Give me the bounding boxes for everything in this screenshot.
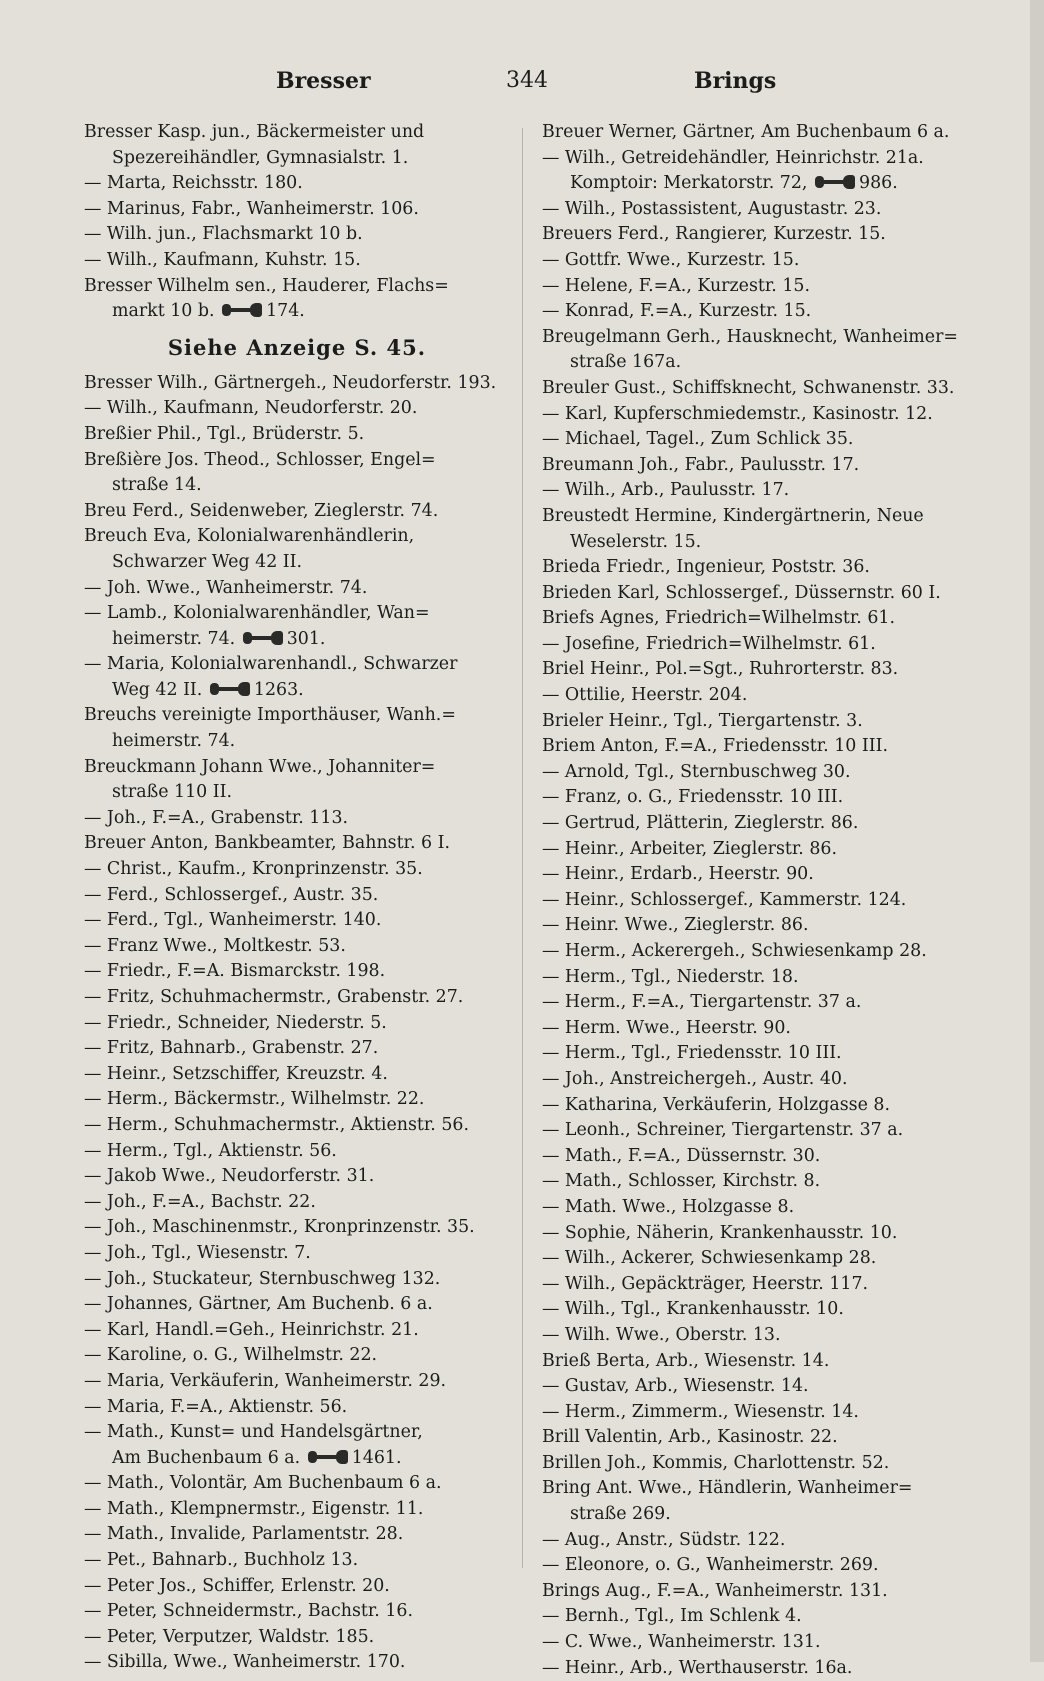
entry-text: — Joh., F.=A., Grabenstr. 113. xyxy=(84,807,349,828)
directory-entry xyxy=(84,652,510,678)
entry-text: — Helene, F.=A., Kurzestr. 15. xyxy=(542,275,810,296)
entry-text: — Arnold, Tgl., Sternbuschweg 30. xyxy=(542,761,851,782)
entry-text: — Math., Volontär, Am Buchenbaum 6 a. xyxy=(84,1473,442,1494)
entry-text: — Aug., Anstr., Südstr. 122. xyxy=(542,1529,786,1550)
entry-text: — Heinr., Setzschiffer, Kreuzstr. 4. xyxy=(84,1063,388,1084)
entry-text: — Josefine, Friedrich=Wilhelmstr. 61. xyxy=(542,633,876,654)
directory-entry xyxy=(542,1067,968,1093)
directory-entry xyxy=(542,1553,968,1579)
entry-text: — C. Wwe., Wanheimerstr. 131. xyxy=(542,1632,821,1653)
column-divider xyxy=(522,128,523,1568)
directory-entry xyxy=(84,248,510,274)
directory-entry-continuation xyxy=(84,1446,510,1472)
page-edge xyxy=(1030,0,1044,1662)
directory-entry xyxy=(84,499,510,525)
directory-entry xyxy=(84,422,510,448)
entry-text: Breuler Gust., Schiffsknecht, Schwanenstr. 33. xyxy=(542,377,955,398)
entry-text: — Friedr., Schneider, Niederstr. 5. xyxy=(84,1012,387,1033)
directory-entry xyxy=(84,1574,510,1600)
directory-entry-continuation xyxy=(84,473,510,499)
directory-entry xyxy=(542,402,968,428)
directory-entry xyxy=(542,1476,968,1502)
entry-text: — Math. Wwe., Holzgasse 8. xyxy=(542,1196,795,1217)
entry-text: Brill Valentin, Arb., Kasinostr. 22. xyxy=(542,1427,838,1448)
entry-text: markt 10 b. xyxy=(112,301,215,322)
directory-entry xyxy=(84,601,510,627)
entry-text: — Wilh. jun., Flachsmarkt 10 b. xyxy=(84,224,363,245)
entry-text: — Wilh., Ackerer, Schwiesenkamp 28. xyxy=(542,1248,877,1269)
directory-entry-continuation xyxy=(84,780,510,806)
directory-entry xyxy=(542,1297,968,1323)
directory-entry xyxy=(542,785,968,811)
directory-entry xyxy=(84,1241,510,1267)
directory-entry xyxy=(542,683,968,709)
directory-entry xyxy=(542,248,968,274)
entry-text: — Peter, Verputzer, Waldstr. 185. xyxy=(84,1626,375,1647)
entry-text: Schwarzer Weg 42 II. xyxy=(112,551,303,572)
entry-text: heimerstr. 74. xyxy=(112,628,236,649)
directory-entry xyxy=(84,1471,510,1497)
directory-entry xyxy=(542,1656,968,1681)
entry-text: — Herm., Schuhmachermstr., Aktienstr. 56. xyxy=(84,1114,469,1135)
entry-text: — Wilh., Postassistent, Augustastr. 23. xyxy=(542,198,882,219)
directory-entry xyxy=(542,376,968,402)
phone-number: 1263. xyxy=(253,679,304,700)
directory-entry xyxy=(542,939,968,965)
directory-entry xyxy=(542,1016,968,1042)
entry-text: straße 14. xyxy=(112,475,202,496)
directory-entry xyxy=(542,965,968,991)
entry-text: — Peter Jos., Schiffer, Erlenstr. 20. xyxy=(84,1575,390,1596)
directory-entry-continuation xyxy=(542,171,968,197)
directory-entry-continuation xyxy=(84,678,510,704)
entry-text: Briel Heinr., Pol.=Sgt., Ruhrorterstr. 83. xyxy=(542,659,899,680)
directory-entry xyxy=(542,1195,968,1221)
directory-entry xyxy=(542,1528,968,1554)
entry-text: — Herm. Wwe., Heerstr. 90. xyxy=(542,1017,791,1038)
right-column xyxy=(542,120,968,1681)
entry-text: — Maria, Kolonialwarenhandl., Schwarzer xyxy=(84,654,458,675)
telephone-icon xyxy=(210,682,250,696)
entry-text: — Ferd., Schlossergef., Austr. 35. xyxy=(84,884,379,905)
entry-text: — Heinr., Arb., Werthauserstr. 16a. xyxy=(542,1657,853,1678)
directory-entry-continuation xyxy=(542,1502,968,1528)
entry-text: — Math., Kunst= und Handelsgärtner, xyxy=(84,1422,423,1443)
directory-entry xyxy=(84,1343,510,1369)
entry-text: — Sibilla, Wwe., Wanheimerstr. 170. xyxy=(84,1652,406,1673)
entry-text: Brieda Friedr., Ingenieur, Poststr. 36. xyxy=(542,557,870,578)
entry-text: — Maria, F.=A., Aktienstr. 56. xyxy=(84,1396,348,1417)
entry-text: — Joh., Maschinenmstr., Kronprinzenstr. 35. xyxy=(84,1217,475,1238)
directory-entry xyxy=(84,222,510,248)
entry-text: — Michael, Tagel., Zum Schlick 35. xyxy=(542,429,854,450)
directory-entry xyxy=(84,1420,510,1446)
directory-entry xyxy=(542,632,968,658)
advertisement-notice: Siehe Anzeige S. 45. xyxy=(167,334,427,360)
directory-entry xyxy=(84,1650,510,1676)
directory-entry xyxy=(84,1036,510,1062)
directory-entry xyxy=(84,831,510,857)
directory-entry xyxy=(542,811,968,837)
directory-entry xyxy=(84,703,510,729)
directory-entry-continuation xyxy=(542,350,968,376)
entry-text: — Peter, Schneidermstr., Bachstr. 16. xyxy=(84,1601,414,1622)
entry-text: — Math., Klempnermstr., Eigenstr. 11. xyxy=(84,1498,424,1519)
phone-number: 986. xyxy=(859,173,898,194)
directory-entry xyxy=(542,1374,968,1400)
page-header xyxy=(86,68,998,104)
directory-entry xyxy=(542,760,968,786)
directory-entry xyxy=(542,1400,968,1426)
phone-number: 1461. xyxy=(351,1447,402,1468)
directory-entry xyxy=(542,504,968,530)
directory-entry xyxy=(84,1625,510,1651)
entry-text: Weselerstr. 15. xyxy=(570,531,702,552)
entry-text: Bresser Kasp. jun., Bäckermeister und xyxy=(84,122,425,142)
directory-entry xyxy=(542,146,968,172)
entry-text: — Fritz, Schuhmachermstr., Grabenstr. 27. xyxy=(84,987,464,1007)
entry-text: Breßière Jos. Theod., Schlosser, Engel= xyxy=(84,449,436,470)
entry-text: Brings Aug., F.=A., Wanheimerstr. 131. xyxy=(542,1580,888,1601)
entry-text: Breuer Werner, Gärtner, Am Buchenbaum 6 a. xyxy=(542,122,950,142)
directory-entry xyxy=(84,1369,510,1395)
header-right-keyword: Brings xyxy=(694,68,777,94)
entry-text: Weg 42 II. xyxy=(112,679,203,700)
directory-entry xyxy=(542,657,968,683)
directory-entry xyxy=(84,1011,510,1037)
directory-entry xyxy=(542,913,968,939)
entry-text: — Heinr. Wwe., Zieglerstr. 86. xyxy=(542,915,809,936)
directory-entry-continuation xyxy=(542,530,968,556)
directory-entry xyxy=(542,1093,968,1119)
entry-text: — Wilh., Kaufmann, Kuhstr. 15. xyxy=(84,249,361,270)
directory-entry xyxy=(84,1062,510,1088)
page-number: 344 xyxy=(506,68,548,93)
directory-entry xyxy=(542,606,968,632)
directory-entry xyxy=(542,274,968,300)
entry-text: — Wilh., Tgl., Krankenhausstr. 10. xyxy=(542,1299,844,1320)
directory-entry xyxy=(84,985,510,1011)
directory-entry xyxy=(542,197,968,223)
entry-text: Briem Anton, F.=A., Friedensstr. 10 III. xyxy=(542,736,888,757)
phone-number: 301. xyxy=(286,628,326,649)
directory-entry-continuation xyxy=(84,146,510,172)
directory-entry-continuation xyxy=(84,729,510,755)
entry-text: Komptoir: Merkatorstr. 72, xyxy=(570,173,808,194)
directory-entry xyxy=(542,990,968,1016)
directory-entry xyxy=(84,857,510,883)
entry-text: Breumann Joh., Fabr., Paulusstr. 17. xyxy=(542,454,860,475)
directory-entry xyxy=(542,1451,968,1477)
directory-entry xyxy=(84,1548,510,1574)
directory-entry xyxy=(542,581,968,607)
entry-text: — Jakob Wwe., Neudorferstr. 31. xyxy=(84,1166,375,1187)
entry-text: — Ottilie, Heerstr. 204. xyxy=(542,685,748,706)
directory-entry xyxy=(542,478,968,504)
entry-text: Breuchs vereinigte Importhäuser, Wanh.= xyxy=(84,705,456,726)
directory-entry xyxy=(84,171,510,197)
entry-text: — Joh., Stuckateur, Sternbuschweg 132. xyxy=(84,1268,441,1289)
entry-text: Breugelmann Gerh., Hausknecht, Wanheimer= xyxy=(542,326,958,347)
entry-text: — Joh. Wwe., Wanheimerstr. 74. xyxy=(84,577,368,598)
directory-entry xyxy=(84,959,510,985)
entry-text: — Friedr., F.=A. Bismarckstr. 198. xyxy=(84,961,386,982)
entry-text: Brieß Berta, Arb., Wiesenstr. 14. xyxy=(542,1350,830,1371)
entry-text: — Heinr., Schlossergef., Kammerstr. 124. xyxy=(542,889,907,910)
entry-text: — Pet., Bahnarb., Buchholz 13. xyxy=(84,1550,359,1571)
entry-text: Spezereihändler, Gymnasialstr. 1. xyxy=(112,147,409,168)
entry-text: — Herm., Tgl., Niederstr. 18. xyxy=(542,966,799,987)
directory-entry xyxy=(542,1323,968,1349)
directory-entry xyxy=(542,888,968,914)
entry-text: Bresser Wilhelm sen., Hauderer, Flachs= xyxy=(84,275,449,296)
entry-text: heimerstr. 74. xyxy=(112,731,236,752)
directory-entry xyxy=(542,1425,968,1451)
entry-text: — Wilh., Gepäckträger, Heerstr. 117. xyxy=(542,1273,869,1294)
entry-text: Breustedt Hermine, Kindergärtnerin, Neue xyxy=(542,505,924,526)
telephone-icon xyxy=(815,175,855,189)
directory-entry xyxy=(84,197,510,223)
entry-text: — Franz Wwe., Moltkestr. 53. xyxy=(84,935,346,956)
entry-text: Bresser Wilh., Gärtnergeh., Neudorferstr. 193. xyxy=(84,372,497,393)
entry-text: — Marta, Reichsstr. 180. xyxy=(84,173,303,194)
entry-text: — Wilh. Wwe., Oberstr. 13. xyxy=(542,1324,781,1345)
entry-text: — Joh., F.=A., Bachstr. 22. xyxy=(84,1191,316,1212)
entry-text: Am Buchenbaum 6 a. xyxy=(112,1447,301,1468)
directory-entry xyxy=(542,1118,968,1144)
entry-text: — Fritz, Bahnarb., Grabenstr. 27. xyxy=(84,1038,379,1059)
entry-text: Briefs Agnes, Friedrich=Wilhelmstr. 61. xyxy=(542,608,896,629)
entry-text: — Joh., Anstreichergeh., Austr. 40. xyxy=(542,1068,848,1089)
directory-entry-continuation xyxy=(84,299,510,325)
entry-text: Breu Ferd., Seidenweber, Zieglerstr. 74. xyxy=(84,500,439,521)
directory-entry xyxy=(542,1630,968,1656)
entry-text: — Karl, Handl.=Geh., Heinrichstr. 21. xyxy=(84,1319,419,1340)
entry-text: — Wilh., Arb., Paulusstr. 17. xyxy=(542,480,790,501)
directory-entry xyxy=(84,1267,510,1293)
directory-entry xyxy=(84,448,510,474)
entry-text: Breßier Phil., Tgl., Brüderstr. 5. xyxy=(84,423,365,444)
entry-text: Breuers Ferd., Rangierer, Kurzestr. 15. xyxy=(542,224,886,245)
entry-text: — Leonh., Schreiner, Tiergartenstr. 37 a. xyxy=(542,1120,904,1141)
entry-text: Breuckmann Johann Wwe., Johanniter= xyxy=(84,756,436,777)
entry-text: — Eleonore, o. G., Wanheimerstr. 269. xyxy=(542,1555,879,1576)
entry-text: — Math., Invalide, Parlamentstr. 28. xyxy=(84,1524,404,1545)
phone-number: 174. xyxy=(266,301,305,322)
directory-entry xyxy=(84,1292,510,1318)
directory-entry xyxy=(542,862,968,888)
entry-text: — Herm., Zimmerm., Wiesenstr. 14. xyxy=(542,1401,859,1422)
entry-text: — Sophie, Näherin, Krankenhausstr. 10. xyxy=(542,1222,898,1243)
directory-entry xyxy=(84,396,510,422)
entry-text: — Heinr., Arbeiter, Zieglerstr. 86. xyxy=(542,838,837,859)
directory-entry xyxy=(84,1190,510,1216)
entry-text: — Gustav, Arb., Wiesenstr. 14. xyxy=(542,1376,809,1397)
entry-text: — Johannes, Gärtner, Am Buchenb. 6 a. xyxy=(84,1294,433,1315)
directory-entry xyxy=(84,371,510,397)
directory-entry xyxy=(84,1139,510,1165)
left-column xyxy=(84,120,510,1676)
entry-text: Brillen Joh., Kommis, Charlottenstr. 52. xyxy=(542,1452,890,1473)
directory-entry xyxy=(84,1164,510,1190)
entry-text: Breuer Anton, Bankbeamter, Bahnstr. 6 I. xyxy=(84,833,451,854)
entry-text: — Wilh., Getreidehändler, Heinrichstr. 21a. xyxy=(542,147,924,168)
entry-text: — Maria, Verkäuferin, Wanheimerstr. 29. xyxy=(84,1370,447,1391)
entry-text: — Franz, o. G., Friedensstr. 10 III. xyxy=(542,787,844,808)
directory-entry xyxy=(84,120,510,146)
entry-text: — Karoline, o. G., Wilhelmstr. 22. xyxy=(84,1345,378,1366)
directory-entry xyxy=(542,1246,968,1272)
directory-entry xyxy=(542,299,968,325)
directory-entry xyxy=(542,1272,968,1298)
entry-text: straße 110 II. xyxy=(112,782,233,803)
entry-text: — Katharina, Verkäuferin, Holzgasse 8. xyxy=(542,1094,890,1115)
directory-entry xyxy=(84,934,510,960)
entry-text: — Herm., Tgl., Aktienstr. 56. xyxy=(84,1140,337,1161)
entry-text: — Gottfr. Wwe., Kurzestr. 15. xyxy=(542,249,800,270)
directory-entry xyxy=(84,883,510,909)
entry-text: — Herm., F.=A., Tiergartenstr. 37 a. xyxy=(542,992,862,1013)
directory-entry xyxy=(542,1349,968,1375)
directory-entry xyxy=(84,1599,510,1625)
header-left-keyword: Bresser xyxy=(276,68,371,94)
directory-entry xyxy=(84,806,510,832)
directory-entry xyxy=(542,325,968,351)
entry-text: — Konrad, F.=A., Kurzestr. 15. xyxy=(542,301,812,322)
directory-entry xyxy=(84,1522,510,1548)
entry-text: — Herm., Tgl., Friedensstr. 10 III. xyxy=(542,1043,842,1064)
telephone-icon xyxy=(222,303,262,317)
directory-entry xyxy=(542,734,968,760)
directory-entry xyxy=(542,1604,968,1630)
entry-text: — Math., F.=A., Düssernstr. 30. xyxy=(542,1145,821,1166)
entry-text: — Ferd., Tgl., Wanheimerstr. 140. xyxy=(84,910,382,931)
entry-text: — Bernh., Tgl., Im Schlenk 4. xyxy=(542,1606,802,1627)
directory-entry xyxy=(84,1318,510,1344)
entry-text: — Math., Schlosser, Kirchstr. 8. xyxy=(542,1171,821,1192)
directory-entry xyxy=(542,222,968,248)
entry-text: — Heinr., Erdarb., Heerstr. 90. xyxy=(542,864,814,885)
entry-text: — Christ., Kaufm., Kronprinzenstr. 35. xyxy=(84,859,423,880)
directory-entry xyxy=(542,555,968,581)
entry-text: — Herm., Bäckermstr., Wilhelmstr. 22. xyxy=(84,1089,425,1110)
entry-text: Bring Ant. Wwe., Händlerin, Wanheimer= xyxy=(542,1478,913,1499)
directory-entry xyxy=(542,120,968,146)
directory-entry xyxy=(84,908,510,934)
entry-text: — Herm., Ackerergeh., Schwiesenkamp 28. xyxy=(542,941,927,961)
entry-text: Brieden Karl, Schlossergef., Düssernstr. 60 I. xyxy=(542,582,941,603)
directory-entry xyxy=(84,755,510,781)
entry-text: — Gertrud, Plätterin, Zieglerstr. 86. xyxy=(542,813,859,834)
entry-text: — Marinus, Fabr., Wanheimerstr. 106. xyxy=(84,198,419,219)
directory-entry xyxy=(542,427,968,453)
telephone-icon xyxy=(308,1450,348,1464)
entry-text: straße 269. xyxy=(570,1504,671,1525)
directory-entry xyxy=(542,1041,968,1067)
directory-entry xyxy=(542,837,968,863)
directory-entry xyxy=(542,1221,968,1247)
entry-text: — Karl, Kupferschmiedemstr., Kasinostr. 12. xyxy=(542,403,933,424)
directory-entry xyxy=(542,1169,968,1195)
directory-entry xyxy=(542,1579,968,1605)
directory-entry xyxy=(84,1087,510,1113)
directory-entry-continuation xyxy=(84,550,510,576)
directory-entry xyxy=(542,453,968,479)
directory-entry xyxy=(84,576,510,602)
directory-entry xyxy=(84,1215,510,1241)
entry-text: — Joh., Tgl., Wiesenstr. 7. xyxy=(84,1242,311,1263)
directory-entry xyxy=(542,1144,968,1170)
entry-text: straße 167a. xyxy=(570,352,682,373)
directory-entry xyxy=(84,274,510,300)
entry-text: Breuch Eva, Kolonialwarenhändlerin, xyxy=(84,526,415,547)
directory-entry xyxy=(84,1395,510,1421)
directory-entry xyxy=(84,1497,510,1523)
directory-entry xyxy=(542,709,968,735)
directory-entry-continuation xyxy=(84,627,510,653)
directory-entry xyxy=(84,524,510,550)
entry-text: Brieler Heinr., Tgl., Tiergartenstr. 3. xyxy=(542,710,863,731)
directory-entry xyxy=(84,1113,510,1139)
entry-text: — Wilh., Kaufmann, Neudorferstr. 20. xyxy=(84,398,418,419)
telephone-icon xyxy=(243,631,283,645)
entry-text: — Lamb., Kolonialwarenhändler, Wan= xyxy=(84,603,430,624)
